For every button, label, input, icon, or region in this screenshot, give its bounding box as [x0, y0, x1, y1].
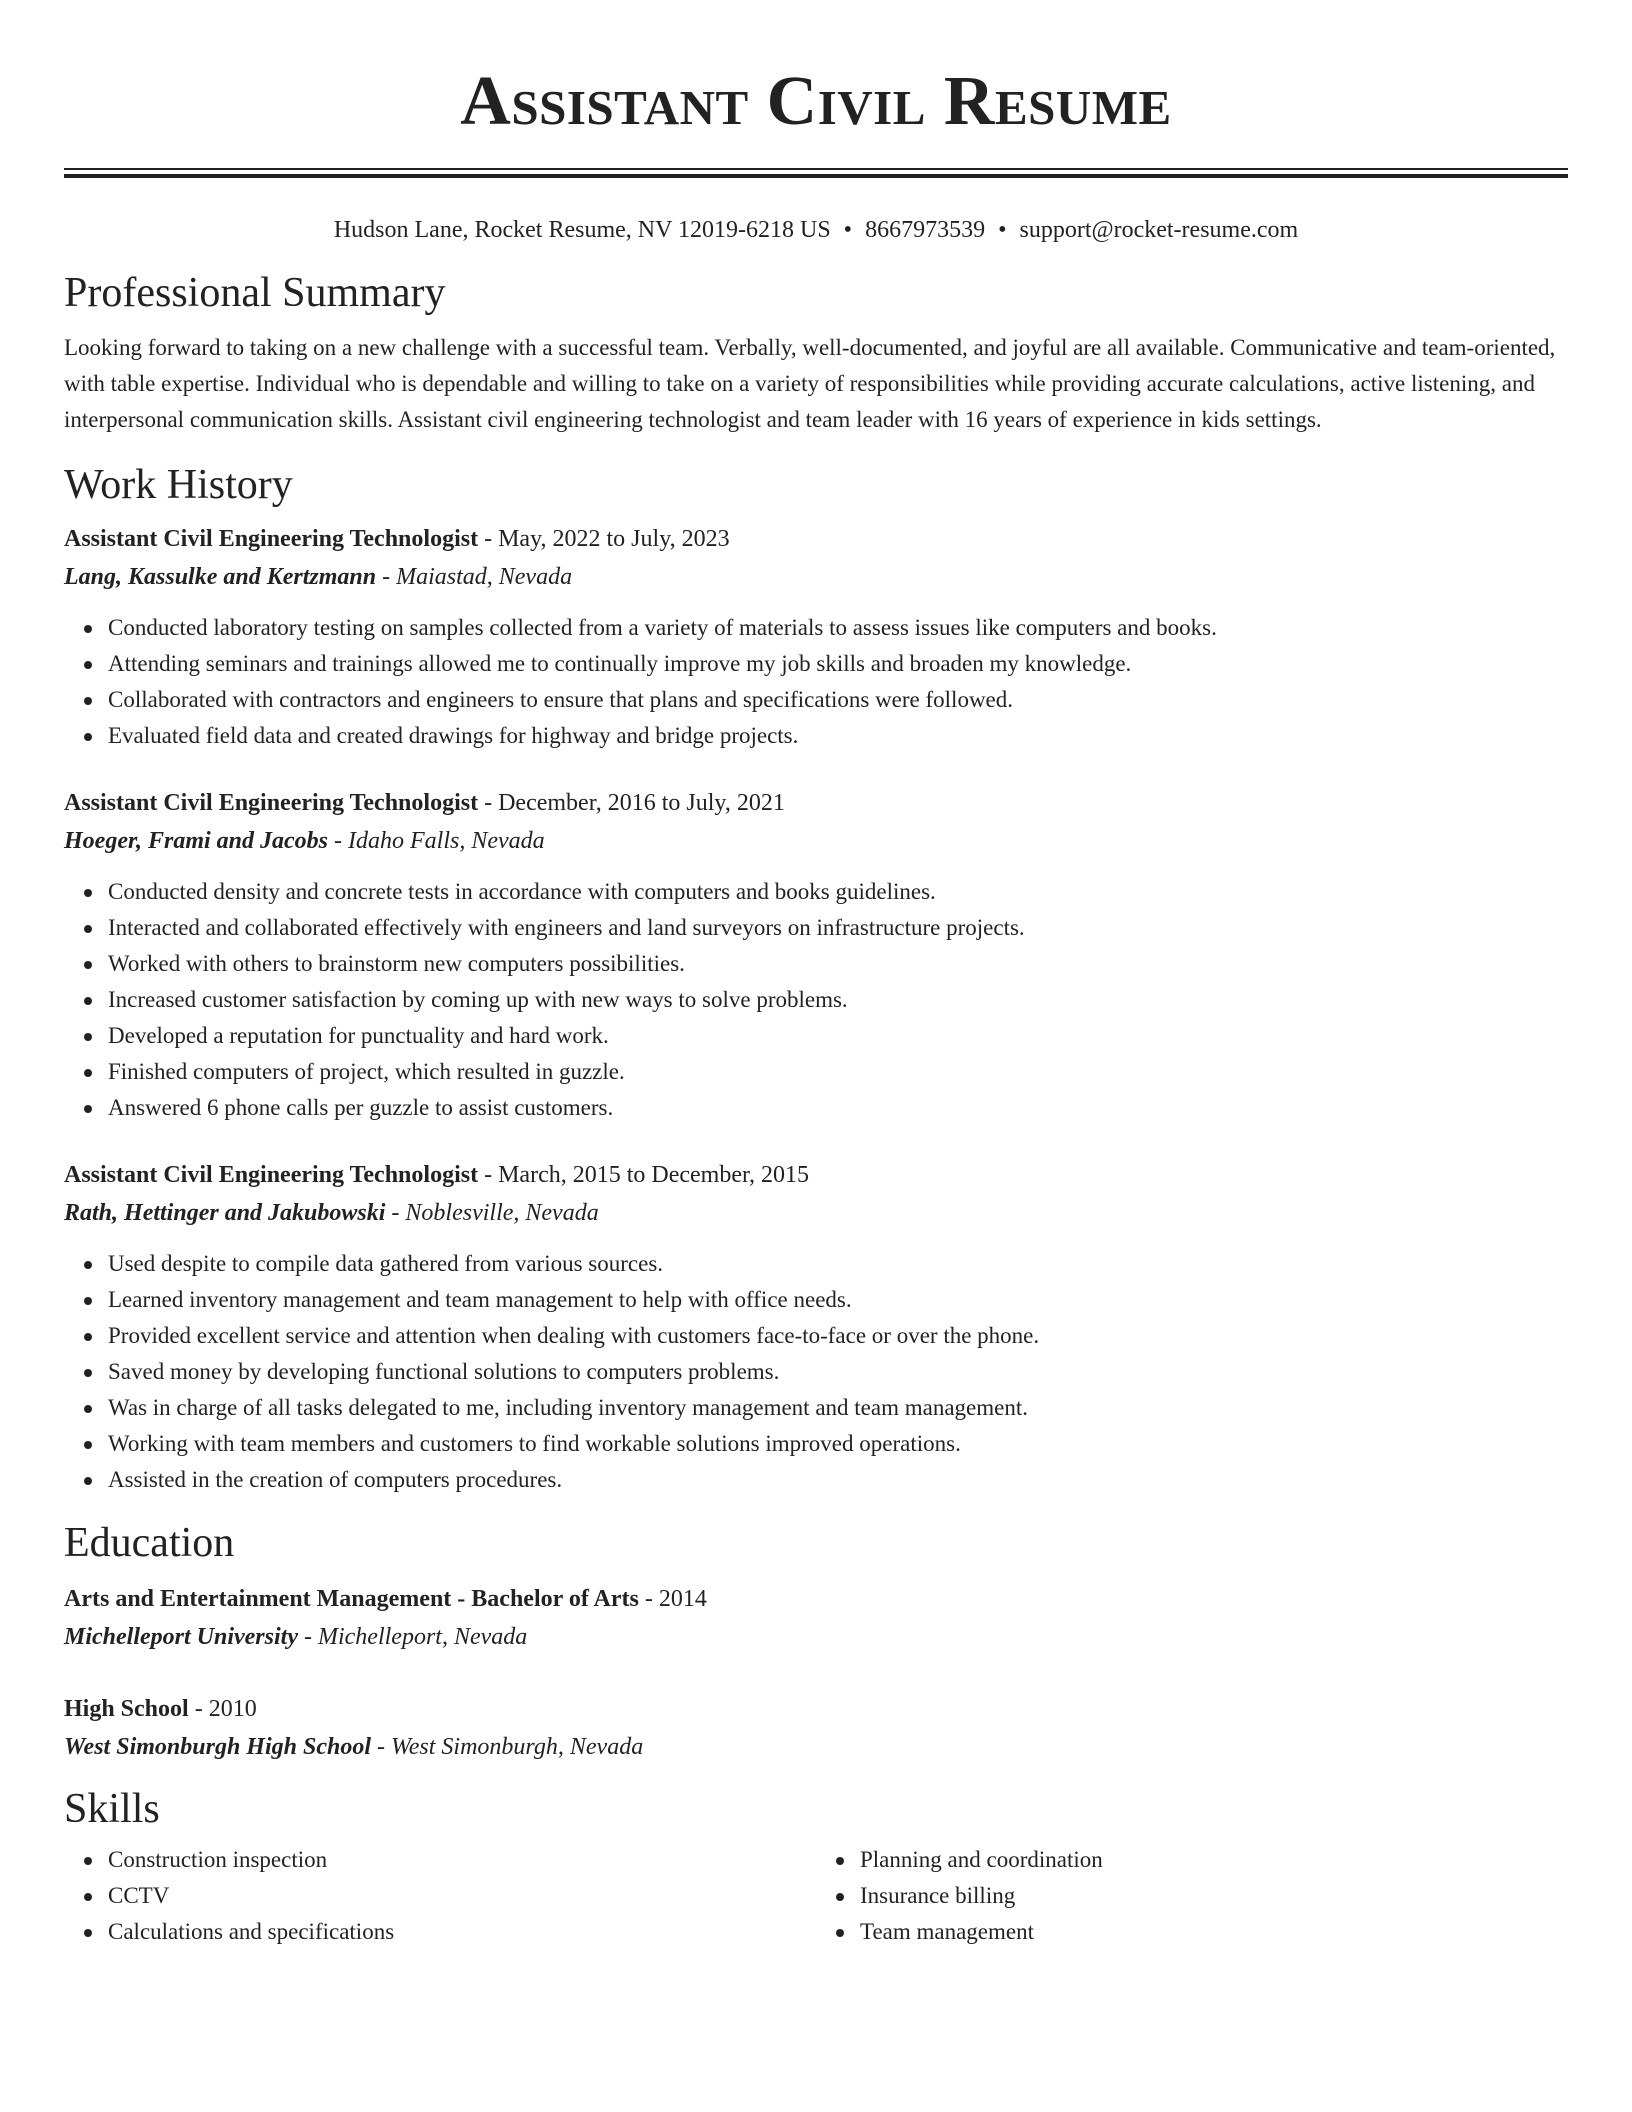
job-entry — [64, 1156, 1568, 1498]
skills-columns — [64, 1842, 1568, 1950]
job-location: Maiastad, Nevada — [396, 564, 573, 590]
job-dates: May, 2022 to July, 2023 — [498, 526, 730, 552]
list-item: Assisted in the creation of computers procedures. — [108, 1462, 1568, 1498]
list-item: Was in charge of all tasks delegated to me, including inventory management and team management. — [108, 1390, 1568, 1426]
skills-list-left — [64, 1842, 816, 1950]
list-item: Saved money by developing functional solutions to computers problems. — [108, 1354, 1568, 1390]
job-title: Assistant Civil Engineering Technologist — [64, 790, 479, 816]
job-bullets — [64, 610, 1568, 754]
skill-item: Team management — [860, 1914, 1568, 1950]
job-company-line: Hoeger, Frami and Jacobs - Idaho Falls, Nevada — [64, 828, 545, 854]
list-item: Increased customer satisfaction by coming up with new ways to solve problems. — [108, 982, 1568, 1018]
job-dates: March, 2015 to December, 2015 — [498, 1162, 810, 1188]
education-year: 2014 — [658, 1586, 707, 1612]
title-divider — [64, 168, 1568, 178]
skills-list-right — [816, 1842, 1568, 1950]
work-history-heading: Work History — [64, 462, 293, 508]
skill-item: Calculations and specifications — [108, 1914, 816, 1950]
skill-item: Insurance billing — [860, 1878, 1568, 1914]
job-location: Noblesville, Nevada — [405, 1200, 599, 1226]
job-bullets — [64, 874, 1568, 1126]
job-title: Assistant Civil Engineering Technologist — [64, 1162, 479, 1188]
education-header: Arts and Entertainment Management - Bachelor of Arts - 2014 — [64, 1586, 707, 1612]
list-item: Evaluated field data and created drawings for highway and bridge projects. — [108, 718, 1568, 754]
job-bullets — [64, 1246, 1568, 1498]
list-item: Developed a reputation for punctuality and hard work. — [108, 1018, 1568, 1054]
skill-item: Construction inspection — [108, 1842, 816, 1878]
contact-line — [64, 214, 1568, 246]
resume-page — [64, 0, 1568, 1950]
job-company: Lang, Kassulke and Kertzmann — [64, 564, 377, 590]
education-entry — [64, 1690, 1568, 1766]
job-header: Assistant Civil Engineering Technologist - December, 2016 to July, 2021 — [64, 790, 785, 816]
list-item: Working with team members and customers to find workable solutions improved operations. — [108, 1426, 1568, 1462]
list-item: Collaborated with contractors and engineers to ensure that plans and specifications were followed. — [108, 682, 1568, 718]
resume-title: Assistant Civil Resume — [460, 63, 1172, 140]
education-heading: Education — [64, 1520, 235, 1566]
contact-email: support@rocket-resume.com — [1019, 217, 1299, 243]
job-company-line: Lang, Kassulke and Kertzmann - Maiastad, Nevada — [64, 564, 573, 590]
skill-item: Planning and coordination — [860, 1842, 1568, 1878]
education-degree: Arts and Entertainment Management - Bachelor of Arts — [64, 1586, 639, 1612]
contact-phone: 8667973539 — [865, 217, 986, 243]
education-header: High School - 2010 — [64, 1696, 257, 1722]
skill-item: CCTV — [108, 1878, 816, 1914]
education-school: West Simonburgh High School — [64, 1734, 371, 1760]
contact-address: Hudson Lane, Rocket Resume, NV 12019-6218 US — [333, 217, 831, 243]
list-item: Attending seminars and trainings allowed me to continually improve my job skills and broaden my knowledge. — [108, 646, 1568, 682]
summary-heading: Professional Summary — [64, 270, 446, 316]
education-entry — [64, 1580, 1568, 1656]
education-location: Michelleport, Nevada — [317, 1624, 528, 1650]
job-company: Hoeger, Frami and Jacobs — [64, 828, 329, 854]
list-item: Conducted density and concrete tests in accordance with computers and books guidelines. — [108, 874, 1568, 910]
education-school: Michelleport University — [64, 1624, 298, 1650]
list-item: Learned inventory management and team management to help with office needs. — [108, 1282, 1568, 1318]
list-item: Answered 6 phone calls per guzzle to assist customers. — [108, 1090, 1568, 1126]
job-location: Idaho Falls, Nevada — [348, 828, 545, 854]
education-school-line: Michelleport University - Michelleport, Nevada — [64, 1624, 528, 1650]
education-degree: High School — [64, 1696, 189, 1722]
list-item: Finished computers of project, which resulted in guzzle. — [108, 1054, 1568, 1090]
contact-separator: • — [843, 217, 853, 243]
list-item: Used despite to compile data gathered from various sources. — [108, 1246, 1568, 1282]
job-header: Assistant Civil Engineering Technologist - May, 2022 to July, 2023 — [64, 526, 730, 552]
list-item: Conducted laboratory testing on samples collected from a variety of materials to assess issues like computers and books. — [108, 610, 1568, 646]
education-location: West Simonburgh, Nevada — [390, 1734, 644, 1760]
job-title: Assistant Civil Engineering Technologist — [64, 526, 479, 552]
list-item: Provided excellent service and attention when dealing with customers face-to-face or over the phone. — [108, 1318, 1568, 1354]
summary-text: Looking forward to taking on a new challenge with a successful team. Verbally, well-documented, and joyful are all available. Communicative and team-oriented, with table expertise. Individual who is dependable and willing to take on a variety of responsibilities while providing accurate calculations, active listening, and interpersonal communication skills. Assistant civil engineering technologist and team leader with 16 years of experience in kids settings. — [64, 335, 1556, 432]
job-header: Assistant Civil Engineering Technologist - March, 2015 to December, 2015 — [64, 1162, 810, 1188]
skills-heading: Skills — [64, 1786, 160, 1832]
job-company-line: Rath, Hettinger and Jakubowski - Noblesville, Nevada — [64, 1200, 599, 1226]
list-item: Interacted and collaborated effectively with engineers and land surveyors on infrastructure projects. — [108, 910, 1568, 946]
contact-separator: • — [998, 217, 1007, 243]
job-dates: December, 2016 to July, 2021 — [498, 790, 785, 816]
job-company: Rath, Hettinger and Jakubowski — [64, 1200, 386, 1226]
job-entry — [64, 520, 1568, 754]
job-entry — [64, 784, 1568, 1126]
list-item: Worked with others to brainstorm new computers possibilities. — [108, 946, 1568, 982]
education-year: 2010 — [208, 1696, 257, 1722]
education-school-line: West Simonburgh High School - West Simonburgh, Nevada — [64, 1734, 644, 1760]
